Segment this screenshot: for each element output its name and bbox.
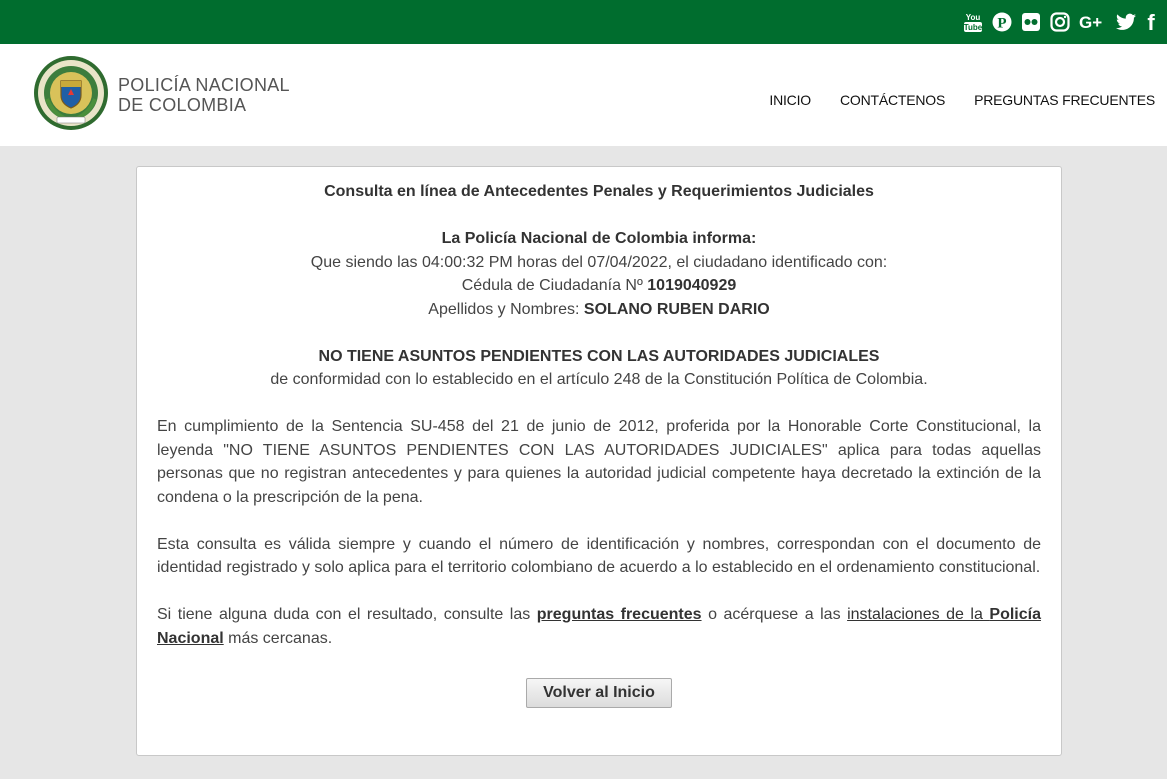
svg-text:Tube: Tube	[963, 23, 983, 32]
brand-line-2: DE COLOMBIA	[118, 95, 247, 115]
query-time-line: Que siendo las 04:00:32 PM horas del 07/04/2022, el ciudadano identificado con:	[310, 253, 888, 271]
svg-text:You: You	[965, 13, 981, 22]
link-preguntas-frecuentes[interactable]: preguntas frecuentes	[536, 606, 702, 623]
brand-name	[118, 75, 290, 115]
paragraph-dudas	[157, 603, 1041, 650]
result-title: Consulta en línea de Antecedentes Penales y Requerimientos Judiciales	[324, 183, 874, 200]
paragraph-validez: Esta consulta es válida siempre y cuando el número de identificación y nombres, correspondan con el documento de identidad registrado y solo aplica para el territorio colombiano de acuerdo a lo establecido en el ordenamiento constitucional.	[157, 535, 1041, 576]
status-result: NO TIENE ASUNTOS PENDIENTES CON LAS AUTORIDADES JUDICIALES	[318, 347, 880, 365]
top-bar	[0, 0, 1167, 44]
facebook-icon[interactable]	[1145, 11, 1157, 33]
police-emblem-logo[interactable]	[33, 55, 109, 131]
nombres-label: Apellidos y Nombres:	[428, 300, 584, 318]
brand-line-1: POLICÍA NACIONAL	[118, 75, 290, 95]
para3-text-a: Si tiene alguna duda con el resultado, consulte las	[157, 606, 537, 623]
link-policia-nacional-text: Policía Nacional	[157, 606, 1041, 647]
nav-contactenos[interactable]: CONTÁCTENOS	[839, 92, 946, 108]
instagram-icon[interactable]	[1050, 11, 1070, 33]
pinterest-icon[interactable]	[992, 11, 1012, 33]
status-note: de conformidad con lo establecido en el artículo 248 de la Constitución Política de Colombia.	[270, 371, 928, 388]
informa-heading: La Policía Nacional de Colombia informa:	[441, 230, 757, 247]
back-to-home-button[interactable]: Volver al Inicio	[526, 678, 672, 708]
link-instalaciones-text: instalaciones de la	[847, 606, 990, 623]
nombres-value: SOLANO RUBEN DARIO	[583, 300, 770, 318]
cedula-line	[157, 274, 1041, 298]
main-nav	[769, 92, 1155, 108]
svg-text:G+: G+	[1079, 13, 1103, 32]
google-plus-icon[interactable]	[1079, 11, 1107, 33]
twitter-icon[interactable]	[1116, 11, 1136, 33]
para3-text-c: más cercanas.	[223, 629, 333, 647]
para3-text-b: o acérquese a las	[701, 606, 848, 623]
nav-preguntas-frecuentes[interactable]: PREGUNTAS FRECUENTES	[974, 92, 1155, 108]
result-card	[136, 166, 1062, 756]
flickr-icon[interactable]	[1021, 11, 1041, 33]
site-header	[0, 44, 1167, 146]
cedula-label: Cédula de Ciudadanía Nº	[461, 277, 648, 294]
nav-inicio[interactable]: INICIO	[769, 92, 811, 108]
paragraph-sentencia: En cumplimiento de la Sentencia SU-458 del 21 de junio de 2012, proferida por la Honorable Corte Constitucional, la leyenda "NO TIENE ASUNTOS PENDIENTES CON LAS AUTORIDADES JUDICIALES" aplica para todas aquellas personas que no registran antecedentes y para quienes la autoridad judicial competente haya decretado la extinción de la condena o la prescripción de la pena.	[157, 418, 1041, 506]
cedula-value: 1019040929	[647, 277, 737, 294]
svg-text:P: P	[997, 15, 1007, 32]
social-links	[963, 11, 1157, 33]
nombres-line	[157, 298, 1041, 322]
svg-text:f: f	[1147, 11, 1155, 33]
youtube-icon[interactable]	[963, 11, 983, 33]
